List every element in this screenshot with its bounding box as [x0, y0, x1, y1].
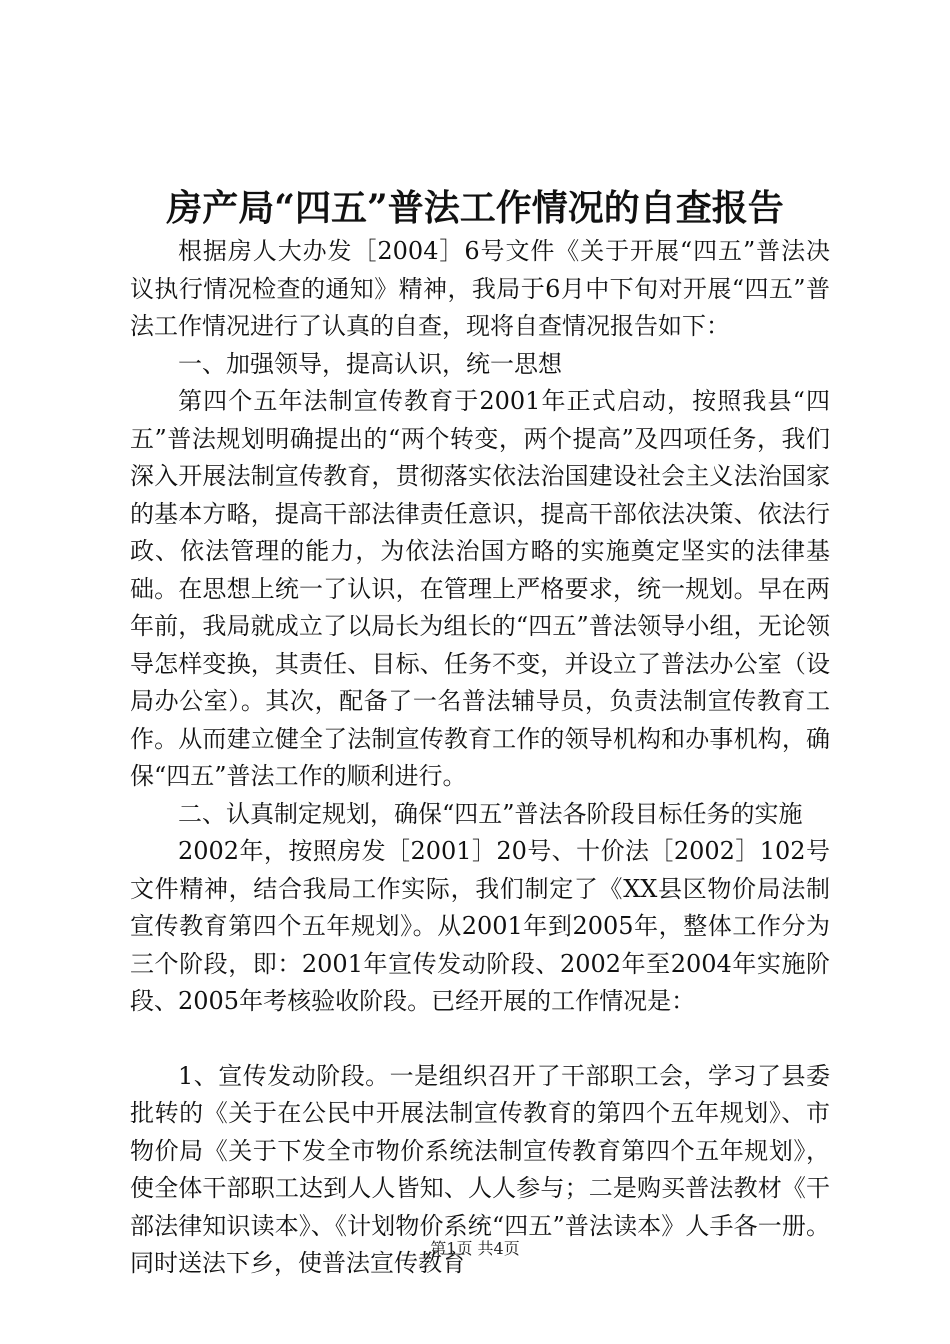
page-number-footer: 第1页 共4页 [430, 1239, 520, 1258]
section-2-item-1: 1、宣传发动阶段。一是组织召开了干部职工会，学习了县委批转的《关于在公民中开展法制宣传教育的第四个五年规划》、市物价局《关于下发全市物价系统法制宣传教育第四个五年规划》，使全体干部职工达到人人皆知、人人参与；二是购买普法教材《干部法律知识读本》、《计划物价系统“四五”普法读本》人手各一册。同时送法下乡，使普法宣传教育 [130, 1061, 830, 1277]
section-2-paragraph: 2002年，按照房发［2001］20号、十价法［2002］102号文件精神，结合我局工作实际，我们制定了《XX县区物价局法制宣传教育第四个五年规划》。从2001年到2005年，整体工作分为三个阶段，即：2001年宣传发动阶段、2002年至2004年实施阶段、2005年考核验收阶段。已经开展的工作情况是： [130, 837, 830, 1015]
intro-paragraph: 根据房人大办发［2004］6号文件《关于开展“四五”普法决议执行情况检查的通知》精神，我局于6月中下旬对开展“四五”普法工作情况进行了认真的自查，现将自查情况报告如下： [130, 237, 830, 340]
paragraph-gap [130, 1021, 830, 1058]
section-2-heading: 二、认真制定规划，确保“四五”普法各阶段目标任务的实施 [178, 799, 803, 828]
section-1-heading: 一、加强领导，提高认识，统一思想 [178, 349, 562, 378]
section-1-paragraph: 第四个五年法制宣传教育于2001年正式启动，按照我县“四五”普法规划明确提出的“两个转变，两个提高”及四项任务，我们深入开展法制宣传教育，贯彻落实依法治国建设社会主义法治国家的基本方略，提高干部法律责任意识，提高干部依法决策、依法行政、依法管理的能力，为依法治国方略的实施奠定坚实的法律基础。在思想上统一了认识，在管理上严格要求，统一规划。早在两年前，我局就成立了以局长为组长的“四五”普法领导小组，无论领导怎样变换，其责任、目标、任务不变，并设立了普法办公室（设局办公室）。其次，配备了一名普法辅导员，负责法制宣传教育工作。从而建立健全了法制宣传教育工作的领导机构和办事机构，确保“四五”普法工作的顺利进行。 [130, 387, 830, 790]
document-title: 房产局“四五”普法工作情况的自查报告 [166, 187, 784, 229]
document-body [130, 233, 830, 1283]
